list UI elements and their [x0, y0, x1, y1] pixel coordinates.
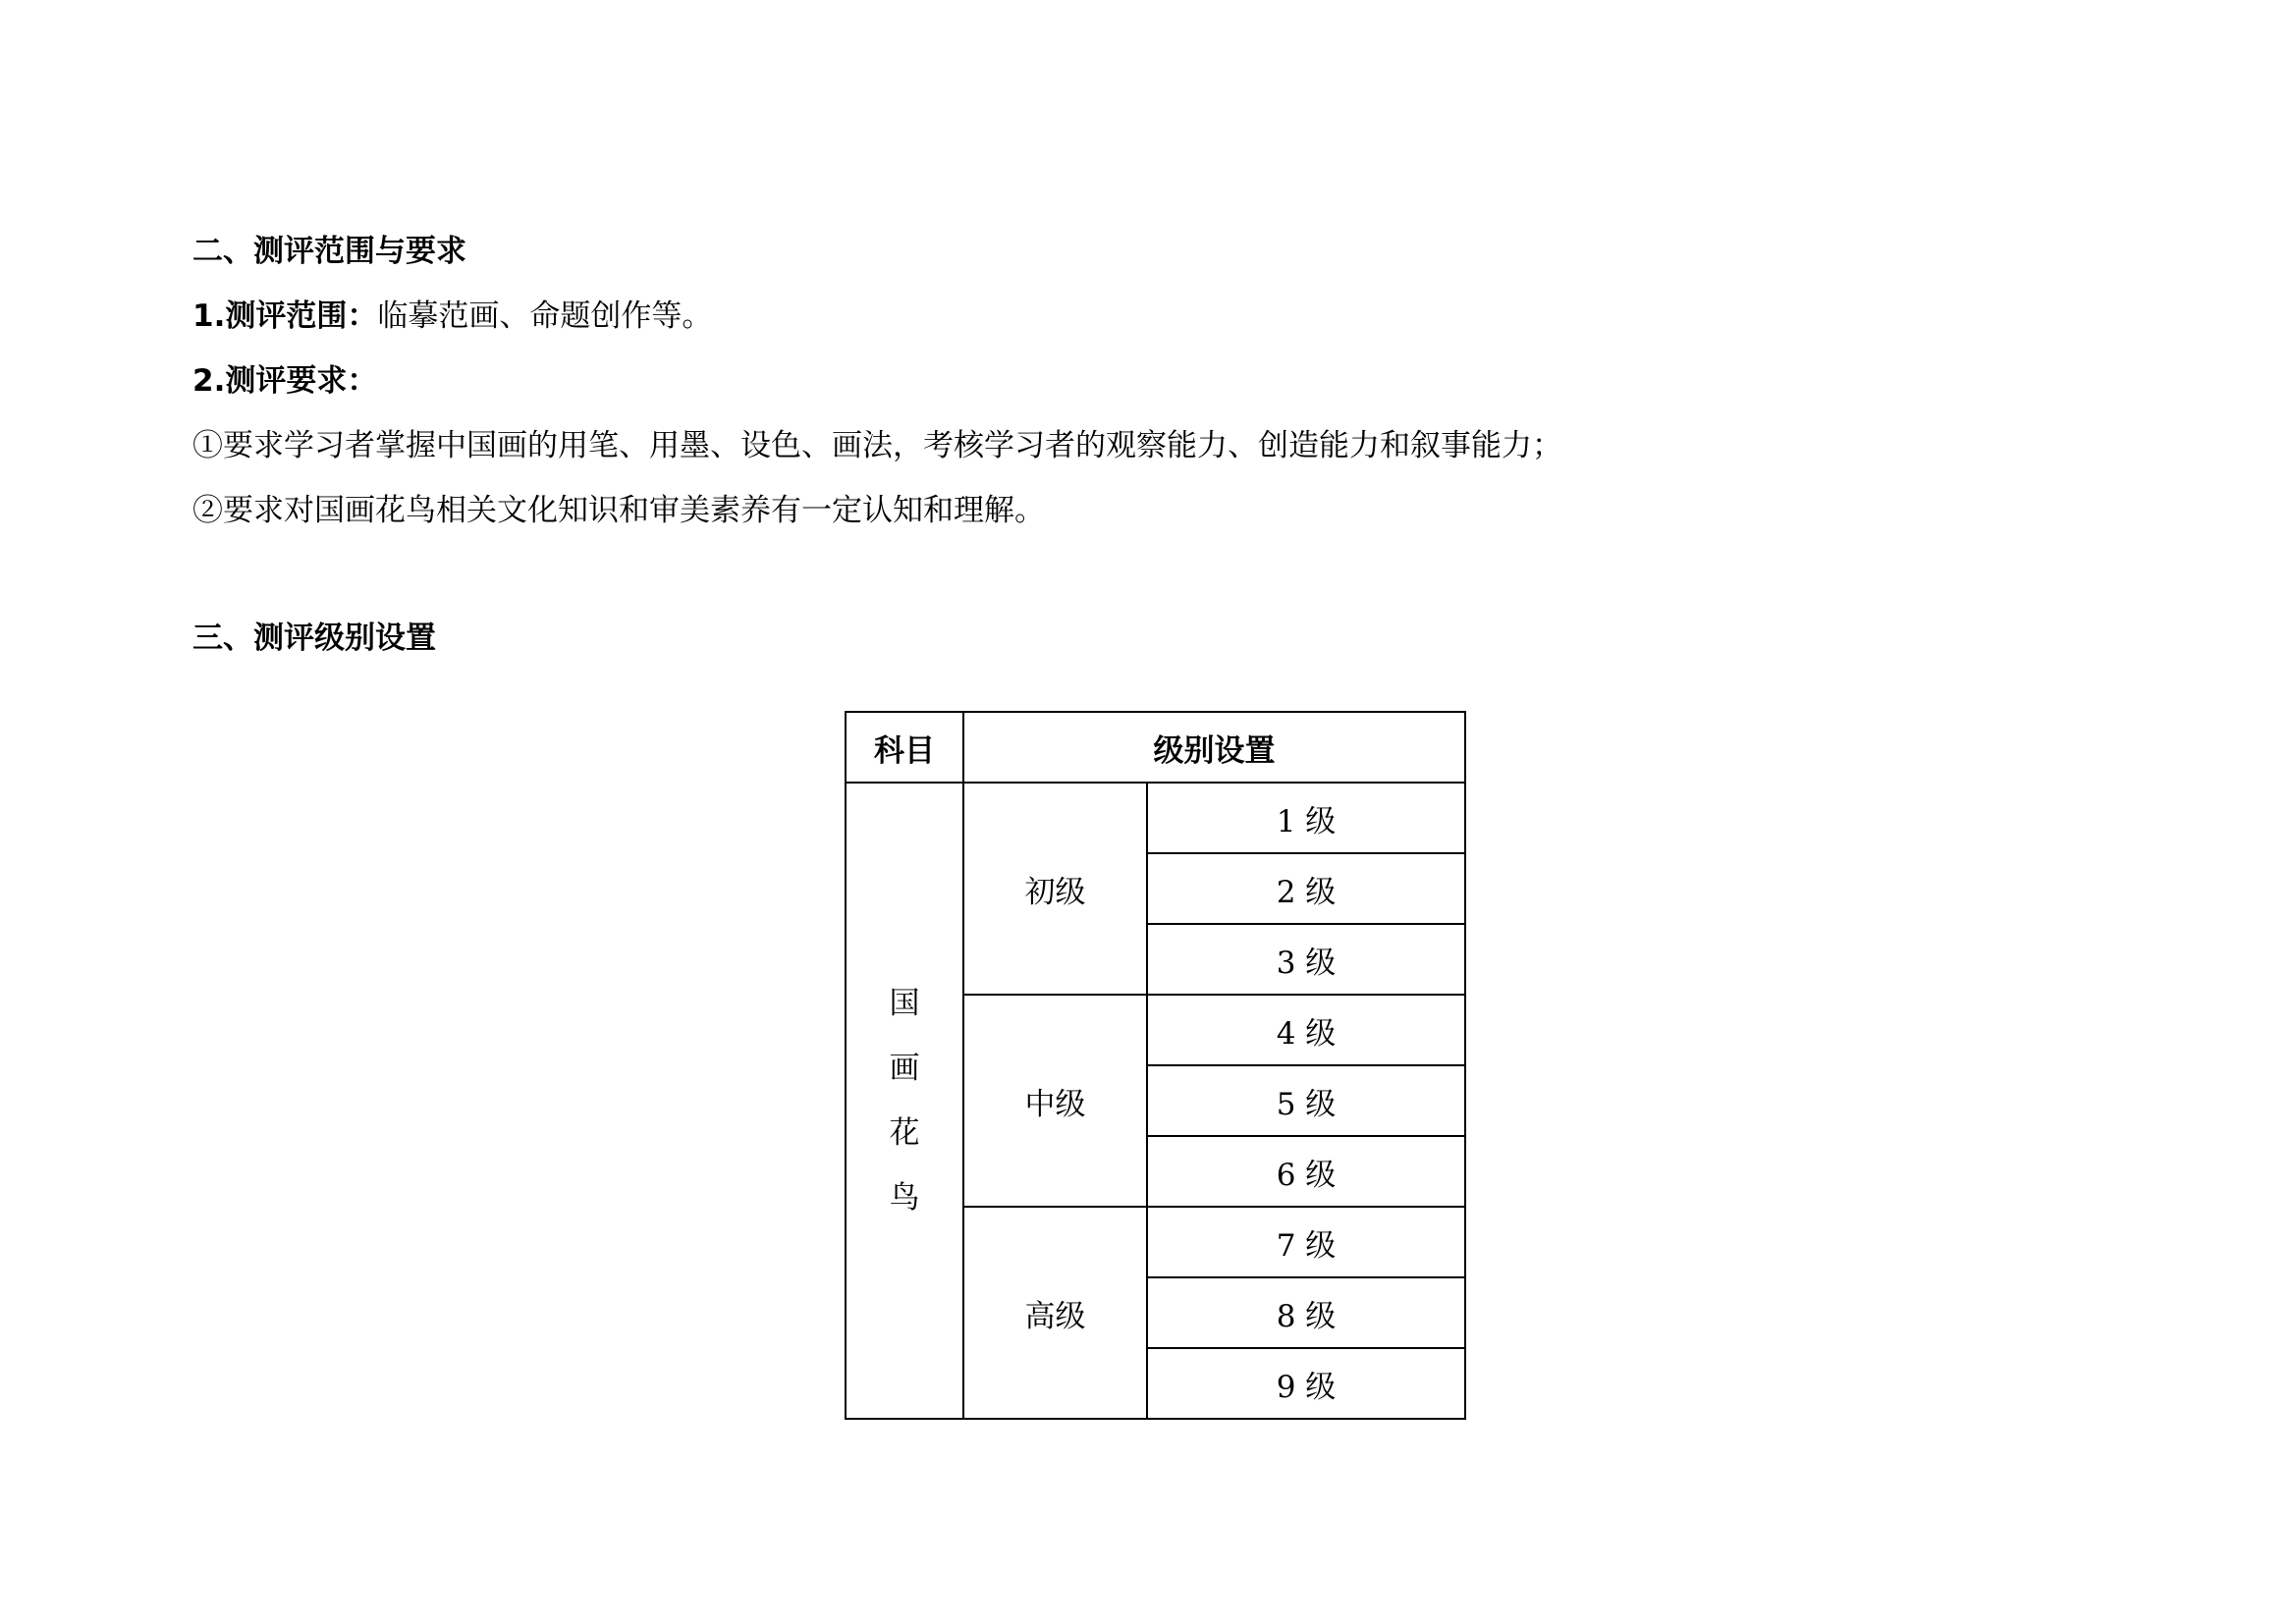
grade-cell: 7 级 [1147, 1207, 1465, 1277]
subject-cell [846, 783, 963, 1419]
grade-cell: 1 级 [1147, 783, 1465, 853]
header-subject: 科目 [846, 712, 963, 783]
section-2-heading: 二、测评范围与要求 [192, 234, 466, 269]
grade-cell: 2 级 [1147, 853, 1465, 924]
grade-cell: 6 级 [1147, 1136, 1465, 1207]
table-row [846, 783, 1465, 853]
grade-cell: 4 级 [1147, 995, 1465, 1065]
tier-cell-beginner: 初级 [963, 783, 1147, 995]
tier-cell-intermediate: 中级 [963, 995, 1147, 1207]
grade-cell: 5 级 [1147, 1065, 1465, 1136]
scope-line [192, 297, 712, 336]
header-level-settings: 级别设置 [963, 712, 1465, 783]
level-settings-table [845, 711, 1466, 1420]
requirement-item-2: ②要求对国画花鸟相关文化知识和审美素养有一定认知和理解。 [192, 493, 1045, 528]
grade-cell: 8 级 [1147, 1277, 1465, 1348]
requirement-item-1: ①要求学习者掌握中国画的用笔、用墨、设色、画法，考核学习者的观察能力、创造能力和叙事能力； [192, 428, 1562, 463]
section-3-heading: 三、测评级别设置 [192, 621, 436, 656]
table-header-row [846, 712, 1465, 783]
grade-cell: 3 级 [1147, 924, 1465, 995]
subject-name: 国画花鸟 [889, 986, 920, 1216]
scope-label: 1.测评范围： [192, 298, 378, 334]
tier-cell-advanced: 高级 [963, 1207, 1147, 1419]
requirements-label: 2.测评要求： [192, 363, 378, 399]
grade-cell: 9 级 [1147, 1348, 1465, 1419]
scope-text: 临摹范画、命题创作等。 [377, 298, 713, 334]
